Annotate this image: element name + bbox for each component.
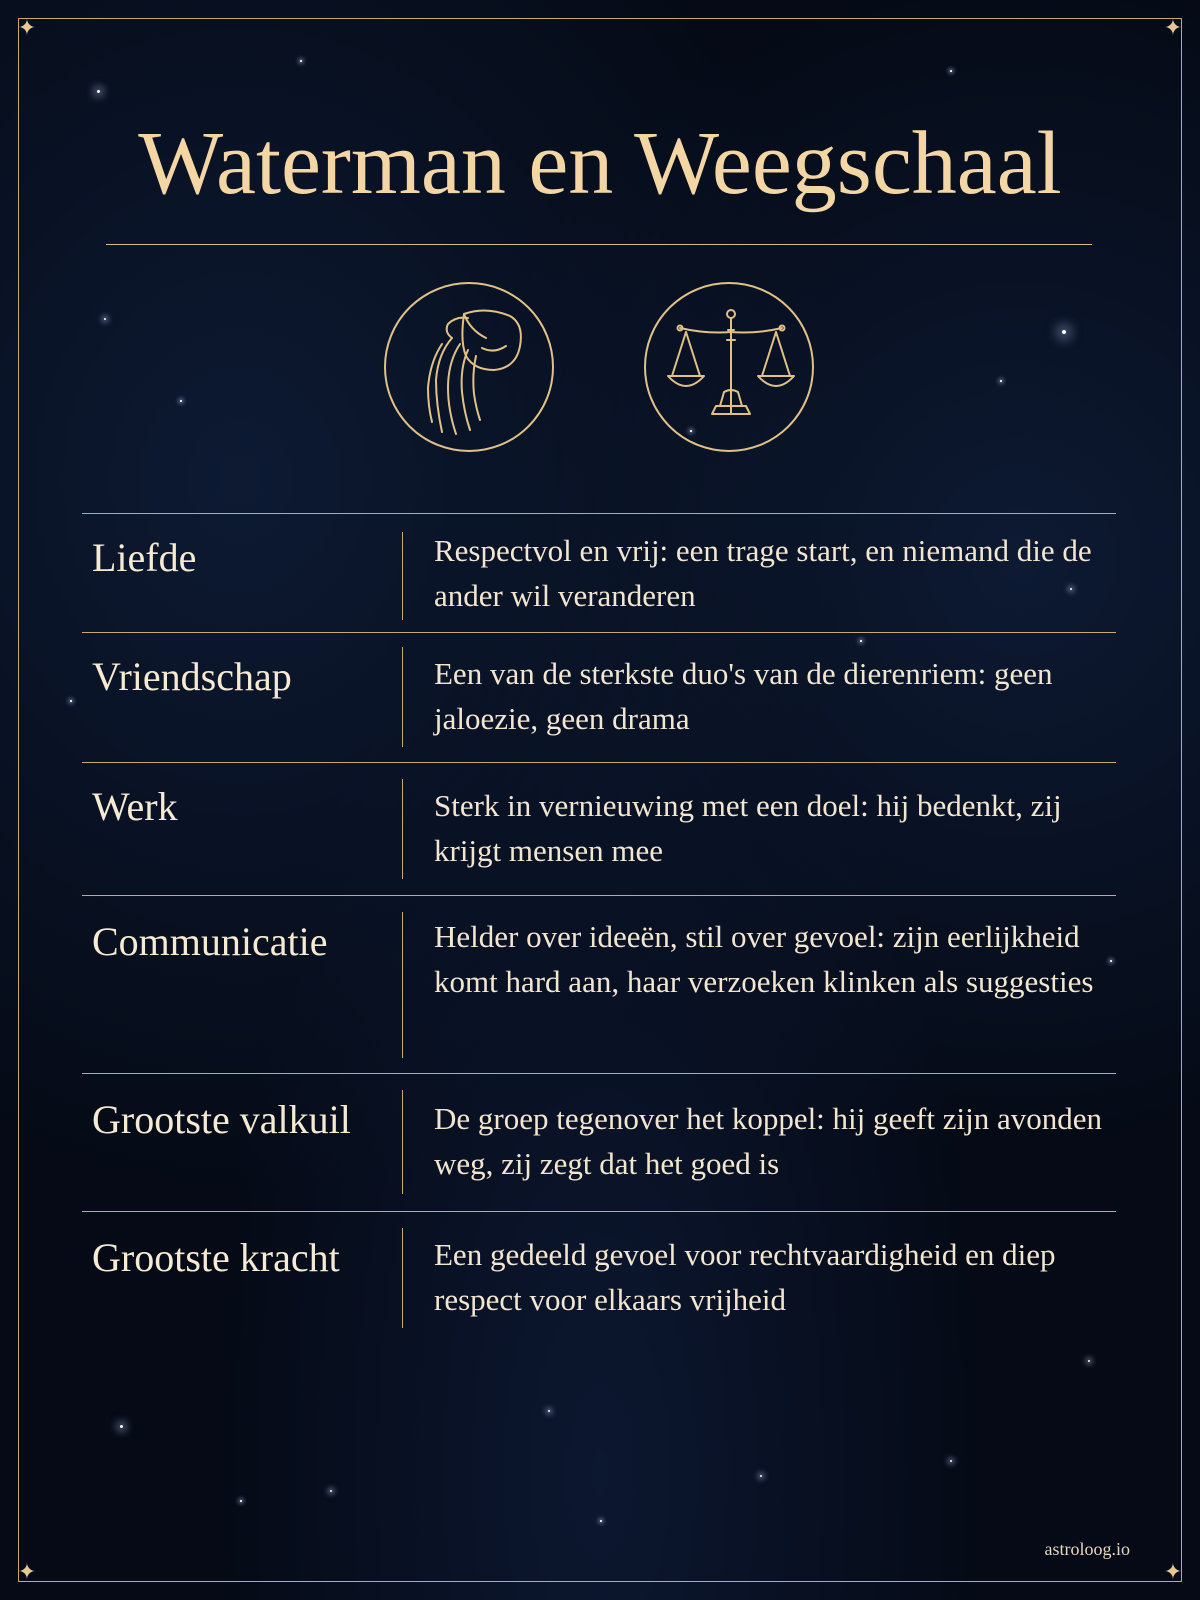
star — [1088, 1360, 1090, 1362]
row-label: Liefde — [92, 535, 197, 580]
column-divider — [402, 1090, 403, 1194]
star — [240, 1500, 242, 1502]
row-value: De groep tegenover het koppel: hij geeft zijn avonden weg, zij zegt dat het goed is — [434, 1101, 1102, 1181]
column-divider — [402, 1228, 403, 1328]
table-row — [82, 1211, 1116, 1341]
star — [950, 1460, 952, 1462]
star — [760, 1475, 762, 1477]
page-title: Waterman en Weegschaal — [138, 114, 1062, 213]
compatibility-table — [82, 513, 1116, 1341]
star — [600, 1520, 602, 1522]
star — [120, 1425, 123, 1428]
star — [330, 1490, 332, 1492]
column-divider — [402, 779, 403, 879]
libra-icon — [644, 282, 814, 452]
column-divider — [402, 532, 403, 620]
corner-star-icon: ✦ — [17, 15, 37, 40]
row-value: Helder over ideeën, stil over gevoel: zijn eerlijkheid komt hard aan, haar verzoeken klinken als suggesties — [434, 919, 1094, 999]
row-value: Een gedeeld gevoel voor rechtvaardigheid en diep respect voor elkaars vrijheid — [434, 1237, 1056, 1317]
star — [950, 70, 952, 72]
star — [1000, 380, 1002, 382]
corner-star-icon: ✦ — [1163, 1559, 1183, 1584]
star — [548, 1410, 550, 1412]
table-row — [82, 895, 1116, 1073]
aquarius-icon — [384, 282, 554, 452]
star — [104, 318, 106, 320]
star — [180, 400, 182, 402]
star — [97, 90, 100, 93]
footer-brand: astroloog.io — [1044, 1539, 1130, 1559]
row-label: Grootste kracht — [92, 1235, 340, 1280]
row-value: Sterk in vernieuwing met een doel: hij bedenkt, zij krijgt mensen mee — [434, 788, 1062, 868]
star — [300, 60, 302, 62]
corner-star-icon: ✦ — [1163, 15, 1183, 40]
table-row — [82, 513, 1116, 632]
row-value: Respectvol en vrij: een trage start, en niemand die de ander wil veranderen — [434, 533, 1092, 613]
table-row — [82, 632, 1116, 762]
column-divider — [402, 647, 403, 747]
column-divider — [402, 912, 403, 1058]
row-value: Een van de sterkste duo's van de dierenriem: geen jaloezie, geen drama — [434, 656, 1053, 736]
table-row — [82, 1073, 1116, 1211]
row-label: Grootste valkuil — [92, 1097, 351, 1142]
star — [1062, 330, 1066, 334]
row-label: Communicatie — [92, 919, 328, 964]
corner-star-icon: ✦ — [17, 1559, 37, 1584]
row-label: Werk — [92, 784, 178, 829]
star — [70, 700, 72, 702]
title-divider — [106, 244, 1092, 245]
table-row — [82, 762, 1116, 895]
row-label: Vriendschap — [92, 654, 292, 699]
